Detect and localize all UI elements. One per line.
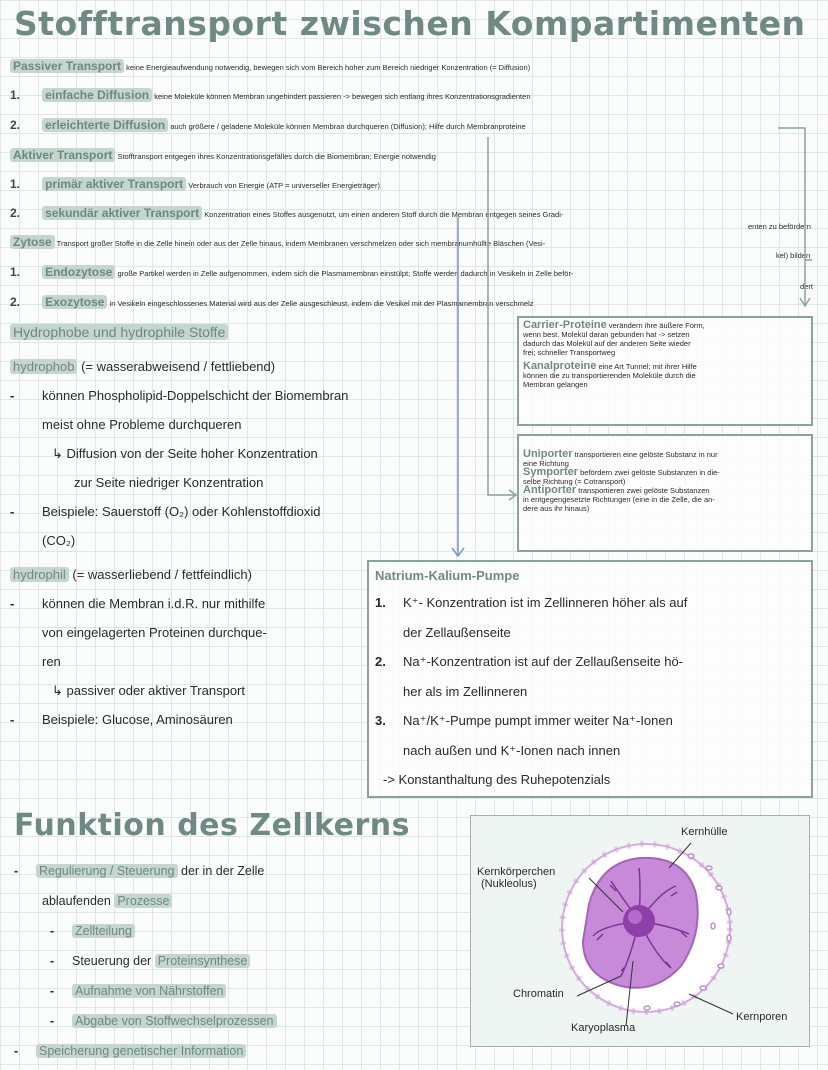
anti-t2: in entgegengesetzte Richtungen (eine in die Zelle, die an-: [523, 495, 715, 504]
endo-desc: große Partikel werden in Zelle aufgenommen, indem sich die Plasmamembran einstülpt; Stoffe werden dadurch in Vesikeln in Zelle beför-: [117, 269, 574, 278]
sekundaer-label: sekundär aktiver Transport: [42, 206, 202, 220]
pumpe-r1b: der Zellaußenseite: [403, 624, 511, 640]
passiv-desc: keine Energieaufwendung notwendig, bewegen sich vom Bereich hoher zum Bereich niedriger Konzentration (= Diffusion): [126, 63, 531, 72]
pumpe-r2a: Na⁺-Konzentration ist auf der Zellaußenseite hö-: [403, 654, 684, 669]
anti-t1: transportieren zwei gelöste Substanzen: [578, 486, 710, 495]
page-title: Stofftransport zwischen Kompartimenten: [14, 4, 806, 43]
erleichtert-label: erleichterte Diffusion: [42, 118, 168, 132]
passiv-label: Passiver Transport: [10, 59, 124, 73]
uni-label: Uniporter: [523, 448, 573, 460]
zytose-desc2: kel) bilden: [776, 251, 811, 260]
pumpe-r1a: K⁺- Konzentration ist im Zellinneren höher als auf: [403, 595, 688, 610]
karyoplasma-label: Karyoplasma: [571, 1022, 636, 1034]
uni-t2: eine Richtung: [523, 459, 569, 468]
zellkern-list: [14, 856, 277, 1066]
einfach-desc: keine Moleküle können Membran ungehindert passieren -> bewegen sich entlang ihres Konzentrationsgradienten: [154, 92, 531, 101]
exo-num: 2.: [10, 295, 21, 309]
zk-s2a: Steuerung der: [72, 954, 152, 968]
pumpe-r1n: 1.: [375, 595, 386, 610]
carrier-t2: wenn best. Molekül daran gebunden hat -> setzen: [523, 330, 690, 339]
bullet: -: [50, 1014, 55, 1028]
hydrophil-section: [10, 560, 267, 734]
exo-label: Exozytose: [42, 295, 107, 309]
hydrophil-b1b: von eingelagerten Proteinen durchque-: [42, 625, 267, 640]
primaer-label: primär aktiver Transport: [42, 177, 186, 191]
endo-num: 1.: [10, 265, 21, 279]
bullet: -: [14, 1044, 19, 1058]
carrier-t3: dadurch das Molekül auf der anderen Seite wieder: [523, 339, 691, 348]
sekundaer-desc2: enten zu befördern: [748, 222, 811, 231]
hydrophob-b2a: Beispiele: Sauerstoff (O₂) oder Kohlenstoffdioxid: [42, 504, 321, 519]
sekundaer-num: 2.: [10, 206, 21, 220]
pumpe-r3a: Na⁺/K⁺-Pumpe pumpt immer weiter Na⁺-Ionen: [403, 713, 673, 728]
zk-i1b: der in der Zelle: [181, 864, 265, 878]
bullet: -: [50, 924, 55, 938]
sekundaer-desc: Konzentration eines Stoffes ausgenutzt, um einen anderen Stoff durch die Membran entgegen seines Gradi-: [204, 210, 564, 219]
hydrophob-b1a: können Phospholipid-Doppelschicht der Biomembran: [42, 388, 349, 403]
zytose-desc: Transport großer Stoffe in die Zelle hinein oder aus der Zelle hinaus, indem Membranen verschmelzen oder sich membranumhüllte Bläschen (Vesi-: [56, 239, 546, 248]
arrow-icon: ↳: [52, 683, 63, 698]
kanal-label: Kanalproteine: [523, 360, 597, 372]
protein-box: [517, 316, 813, 426]
zellkern-title: Funktion des Zellkerns: [14, 808, 410, 843]
pumpe-r3b: nach außen und K⁺-Ionen nach innen: [403, 742, 621, 758]
kernkoerper-label1: Kernkörperchen: [477, 866, 556, 878]
erleichtert-desc: auch größere / geladene Moleküle können Membran durchqueren (Diffusion); Hilfe durch Membranproteine: [170, 122, 526, 131]
kanal-t3: Membran gelangen: [523, 380, 588, 389]
hydrophil-b1a: können die Membran i.d.R. nur mithilfe: [42, 596, 266, 611]
bullet: -: [50, 954, 55, 968]
carrier-label: Carrier-Proteine: [523, 319, 607, 331]
exo-desc: in Vesikeln eingeschlossenes Material wird aus der Zelle ausgeschleust, indem die Vesikel mit der Plasmamembran verschmelz: [109, 299, 534, 308]
bullet: -: [14, 864, 19, 878]
zk-s4: Abgabe von Stoffwechselprozessen: [72, 1014, 277, 1028]
hydrophob-b1c: Diffusion von der Seite hoher Konzentration: [66, 446, 318, 461]
sym-label: Symporter: [523, 466, 579, 478]
kernhuelle-label: Kernhülle: [681, 826, 728, 838]
hydrophil-label: hydrophil: [10, 567, 69, 582]
kernkoerper-label2: (Nukleolus): [481, 878, 537, 890]
bullet: -: [10, 596, 15, 611]
zk-s3: Aufnahme von Nährstoffen: [72, 984, 226, 998]
zytose-label: Zytose: [10, 235, 55, 249]
einfach-num: 1.: [10, 88, 21, 102]
endo-desc2: dert: [800, 282, 813, 291]
aktiv-desc: Stofftransport entgegen ihres Konzentrationsgefälles durch die Biomembran; Energie notwendig: [117, 152, 436, 161]
pumpe-r3n: 3.: [375, 713, 386, 728]
bullet: -: [10, 388, 15, 403]
carrier-t1: verändern ihre äußere Form,: [608, 321, 705, 330]
arrow-icon: ↳: [52, 446, 63, 461]
pumpe-r4: -> Konstanthaltung des Ruhepotenzials: [383, 772, 611, 787]
pumpe-r2b: her als im Zellinneren: [403, 683, 528, 699]
hydrophil-b2: Beispiele: Glucose, Aminosäuren: [42, 712, 233, 727]
hydrophob-b2b: (CO₂): [42, 533, 76, 548]
sym-t1: befördern zwei gelöste Substanzen in die-: [580, 468, 720, 477]
hydrophil-b1d: passiver oder aktiver Transport: [66, 683, 245, 698]
anti-label: Antiporter: [523, 484, 577, 496]
carrier-t4: frei; schneller Transportweg: [523, 348, 616, 357]
endo-label: Endozytose: [42, 265, 115, 279]
hydrophob-def: (= wasserabweisend / fettliebend): [81, 359, 276, 374]
hh-label: Hydrophobe und hydrophile Stoffe: [10, 324, 228, 340]
primaer-desc: Verbrauch von Energie (ATP = universeller Energieträger): [188, 181, 380, 190]
kanal-t2: können die zu transportierenden Moleküle durch die: [523, 371, 696, 380]
hydrophob-b1d: zur Seite niedriger Konzentration: [74, 475, 264, 490]
pumpe-title: Natrium-Kalium-Pumpe: [375, 568, 520, 583]
kanal-t1: eine Art Tunnel; mit ihrer Hilfe: [598, 362, 697, 371]
hh-heading: [10, 324, 228, 342]
erleichtert-num: 2.: [10, 118, 21, 132]
aktiv-label: Aktiver Transport: [10, 148, 115, 162]
zk-i1d: Prozesse: [114, 894, 172, 908]
zk-i2: Speicherung genetischer Information: [36, 1044, 246, 1058]
hydrophob-section: [10, 352, 348, 555]
zk-s1: Zellteilung: [72, 924, 135, 938]
bullet: -: [10, 504, 15, 519]
hydrophob-b1b: meist ohne Probleme durchqueren: [42, 417, 242, 432]
anti-t3: dere aus ihr hinaus): [523, 504, 590, 513]
pumpe-box: [367, 560, 813, 798]
zk-i1c: ablaufenden: [42, 894, 111, 908]
uni-t1: transportieren eine gelöste Substanz in nur: [574, 450, 718, 459]
hydrophob-label: hydrophob: [10, 359, 77, 374]
zk-s2b: Proteinsynthese: [155, 954, 251, 968]
hydrophil-b1c: ren: [42, 654, 61, 669]
kernporen-label: Kernporen: [736, 1011, 788, 1023]
nucleus-figure: [470, 815, 810, 1047]
primaer-num: 1.: [10, 177, 21, 191]
bullet: -: [50, 984, 55, 998]
zk-i1a: Regulierung / Steuerung: [36, 864, 178, 878]
bullet: -: [10, 712, 15, 727]
hydrophil-def: (= wasserliebend / fettfeindlich): [72, 567, 252, 582]
einfach-label: einfache Diffusion: [42, 88, 152, 102]
chromatin-label: Chromatin: [513, 988, 564, 1000]
porter-box: [517, 434, 813, 552]
pumpe-r2n: 2.: [375, 654, 386, 669]
sym-t2: selbe Richtung (= Cotransport): [523, 477, 626, 486]
